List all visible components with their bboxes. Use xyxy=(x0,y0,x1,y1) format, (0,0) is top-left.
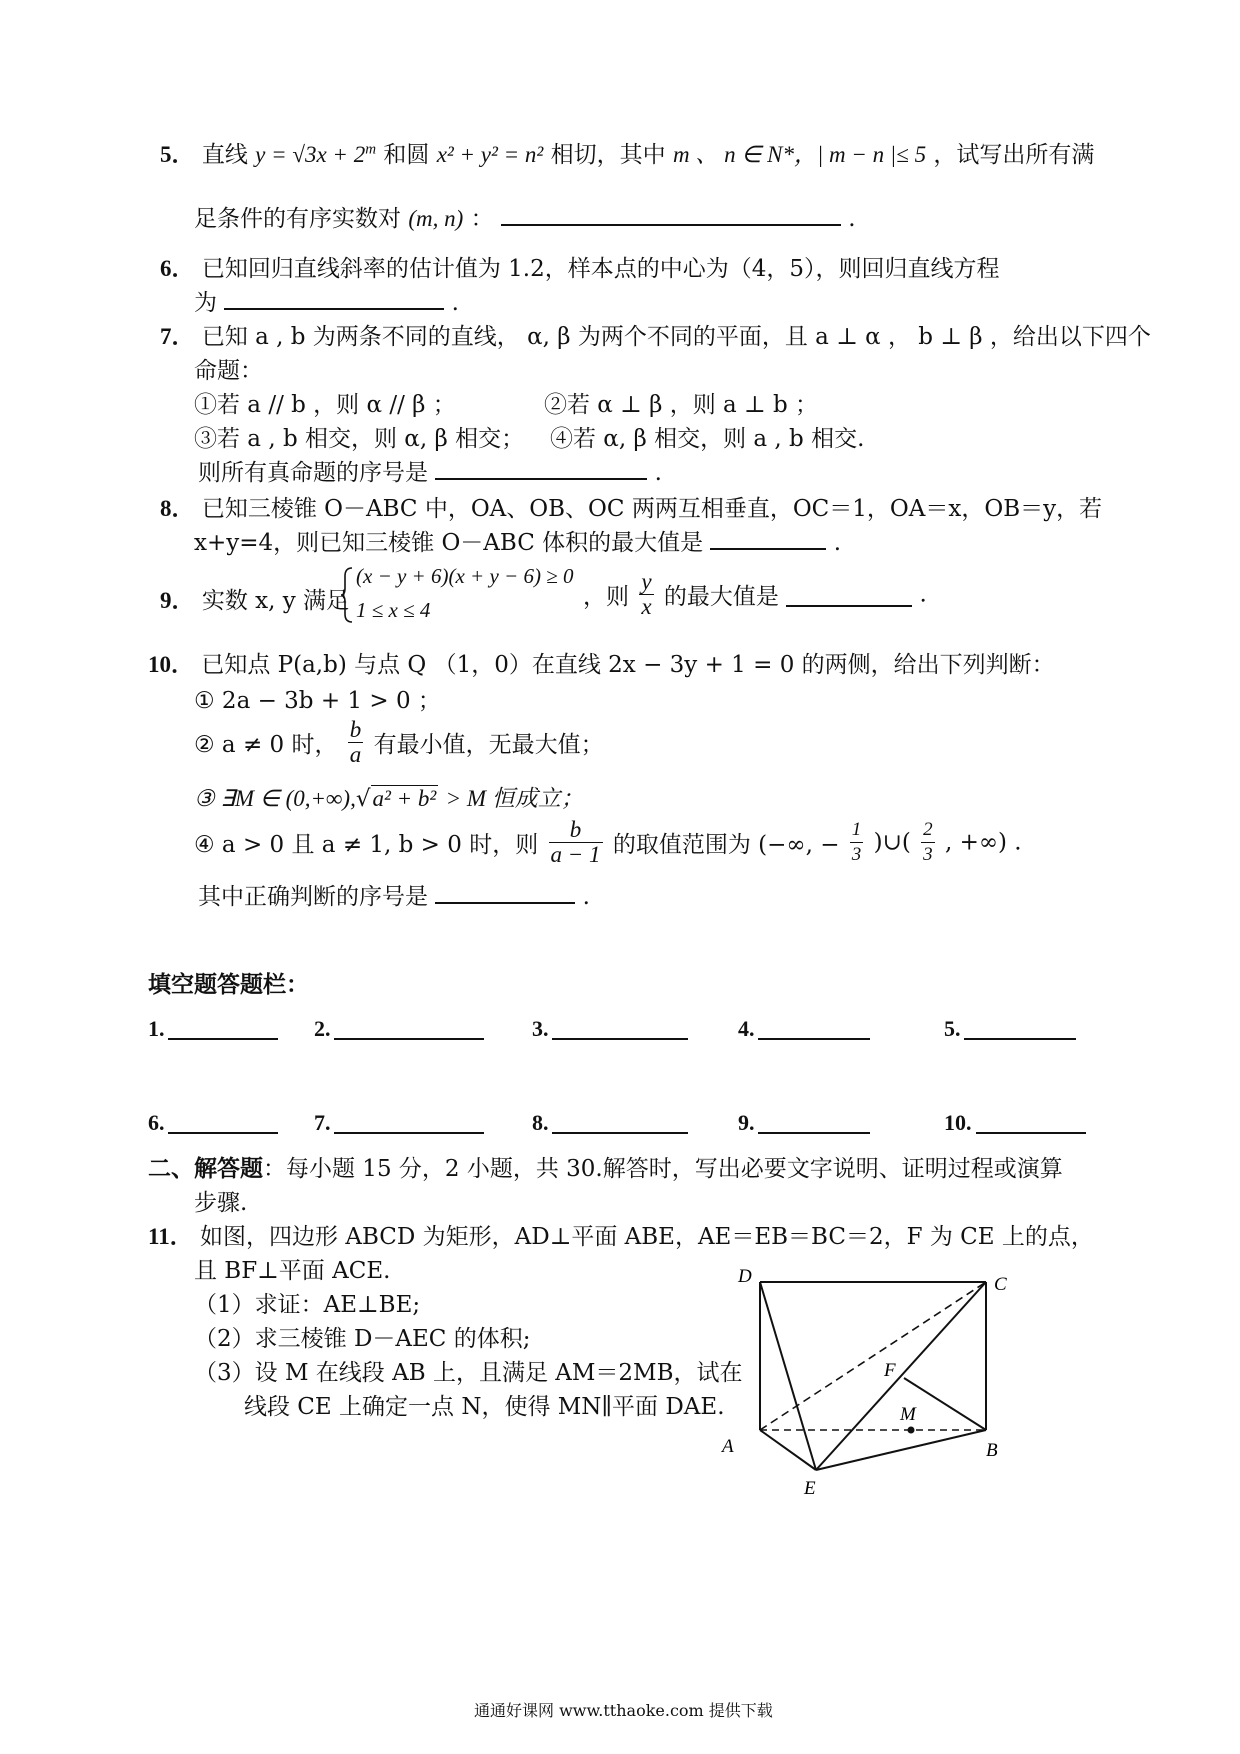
section2-line1: ：每小题 15 分，2 小题，共 30.解答时，写出必要文字说明、证明过程或演算 xyxy=(263,1156,1063,1182)
edge-FB xyxy=(904,1378,986,1430)
label-B: B xyxy=(986,1440,998,1461)
q5-line-equation: y = √3x + 2 xyxy=(255,142,366,167)
q5-answer-blank[interactable] xyxy=(501,202,841,226)
q7-end: . xyxy=(654,460,662,486)
q10-j3-post: > M 恒成立； xyxy=(445,786,584,811)
q10-j2-post: 有最小值，无最大值； xyxy=(373,732,604,758)
q5-text-mid: 和圆 xyxy=(383,142,430,168)
q7-line5 xyxy=(198,454,662,487)
q6-end: . xyxy=(451,290,459,316)
answer-line-7[interactable] xyxy=(334,1118,484,1134)
q5-circle-equation: x² + y² = n² xyxy=(436,142,544,167)
q6-line2 xyxy=(194,284,459,317)
q7-prop2: ②若 α ⊥ β ，则 a ⊥ b ； xyxy=(544,392,819,418)
q10-j4-frac2-top: 2 xyxy=(921,818,935,843)
q10-answer-blank[interactable] xyxy=(435,880,575,904)
q9-end: . xyxy=(919,581,927,608)
q5-colon: ： xyxy=(470,206,494,232)
q9-inequality-2: 1 ≤ x ≤ 4 xyxy=(356,598,431,622)
answer-label-7: 7. xyxy=(314,1110,331,1135)
q9-pre: 实数 x, y 满足 xyxy=(201,588,350,614)
q8 xyxy=(160,490,1102,523)
q6 xyxy=(160,250,999,283)
q11-sub3b: 线段 CE 上确定一点 N，使得 MN∥平面 DAE. xyxy=(244,1394,725,1420)
edge-DE xyxy=(760,1282,816,1470)
section2 xyxy=(148,1150,1063,1183)
label-C: C xyxy=(994,1274,1007,1295)
answer-line-5[interactable] xyxy=(964,1024,1076,1040)
label-F: F xyxy=(884,1360,896,1381)
q9-inequality-1: (x − y + 6)(x + y − 6) ≥ 0 xyxy=(356,564,574,588)
q8-line2-text: x+y=4，则已知三棱锥 O－ABC 体积的最大值是 xyxy=(194,530,704,556)
q10-j4-bottom: a − 1 xyxy=(550,842,601,867)
q11-sub3a: （3）设 M 在线段 AB 上，且满足 AM＝2MB，试在 xyxy=(194,1360,743,1386)
q10-j2-pre: ② a ≠ 0 时， xyxy=(194,732,338,758)
q9-post: 的最大值是 xyxy=(663,584,779,610)
q5-pair: (m, n) xyxy=(408,206,464,231)
q7-number: 7． xyxy=(160,324,195,349)
label-D: D xyxy=(738,1266,752,1287)
q10-j3-pre: ③ ∃M ∈ (0,+∞), xyxy=(194,786,356,811)
q11-sub2: （2）求三棱锥 D－AEC 的体积; xyxy=(194,1326,531,1352)
section2-heading: 二、解答题 xyxy=(148,1155,263,1182)
q5-text-pre: 直线 xyxy=(201,142,248,168)
q9-tail xyxy=(583,570,927,619)
q10-end: . xyxy=(582,884,590,910)
q5-text-tail: ，试写出所有满 xyxy=(933,142,1095,168)
q7-answer-blank[interactable] xyxy=(435,456,647,480)
answer-line-3[interactable] xyxy=(552,1024,688,1040)
q8-answer-blank[interactable] xyxy=(710,526,826,550)
q10-j4-frac1-top: 1 xyxy=(850,818,864,843)
q6-line2-text: 为 xyxy=(194,290,217,316)
geometry-figure xyxy=(700,1260,1030,1510)
label-M: M xyxy=(900,1404,916,1425)
q10-line6 xyxy=(198,878,590,911)
label-A: A xyxy=(722,1436,734,1457)
answer-label-2: 2. xyxy=(314,1016,331,1041)
q8-number: 8． xyxy=(160,496,195,521)
q6-answer-blank[interactable] xyxy=(224,286,444,310)
q10-judgement-4 xyxy=(194,818,1022,867)
answer-line-8[interactable] xyxy=(552,1118,688,1134)
q5-line2 xyxy=(194,200,856,233)
label-E: E xyxy=(804,1478,816,1499)
q10-j4-frac1 xyxy=(850,818,864,867)
answer-label-6: 6. xyxy=(148,1110,165,1135)
answer-line-4[interactable] xyxy=(758,1024,870,1040)
q10-j4-top: b xyxy=(549,818,603,843)
q8-end: . xyxy=(833,530,842,556)
q9 xyxy=(160,582,349,615)
q10-j4-frac2-bottom: 3 xyxy=(923,844,933,865)
q9-answer-blank[interactable] xyxy=(786,583,912,607)
q10-j4-frac2 xyxy=(921,818,935,867)
answer-line-6[interactable] xyxy=(168,1118,278,1134)
q5-text-post: 相切，其中 xyxy=(550,142,666,168)
q5-condition: m 、 n ∈ N*，| m − n |≤ 5 xyxy=(672,142,927,167)
q10-j4-frac1-bottom: 3 xyxy=(851,844,862,865)
answer-sheet-title: 填空题答题栏： xyxy=(148,971,309,998)
q10-line6-text: 其中正确判断的序号是 xyxy=(198,884,428,910)
answer-label-4: 4. xyxy=(738,1016,755,1041)
q10-j4-mid2: )∪( xyxy=(873,829,911,856)
answer-label-10: 10. xyxy=(944,1110,972,1135)
q10-j2-bottom: a xyxy=(349,742,362,767)
q9-mid: ，则 xyxy=(583,584,629,610)
q11-number: 11． xyxy=(148,1224,193,1249)
edge-EB xyxy=(816,1430,986,1470)
q9-frac-top: y xyxy=(641,569,652,594)
q11-line1: 如图，四边形 ABCD 为矩形，AD⊥平面 ABE，AE＝EB＝BC＝2，F 为 CE 上的点， xyxy=(200,1224,1094,1250)
answer-label-9: 9. xyxy=(738,1110,755,1135)
q8-line2 xyxy=(194,524,841,557)
q9-number: 9． xyxy=(160,588,195,613)
q5 xyxy=(160,136,1094,169)
q7-line1: 已知 a , b 为两条不同的直线， α, β 为两个不同的平面，且 a ⊥ α ， b ⊥ β ，给出以下四个 xyxy=(201,324,1151,350)
q10-j4-fraction xyxy=(549,818,603,867)
q10-j4-end: , +∞) . xyxy=(944,829,1022,856)
q9-system-brace xyxy=(340,566,354,624)
q9-frac-bottom: x xyxy=(641,594,652,619)
answer-label-3: 3. xyxy=(532,1016,549,1041)
q10-judgement-2 xyxy=(194,718,604,767)
q10-j4-mid: 的取值范围为 (−∞, − xyxy=(612,832,840,858)
q10-line1: 已知点 P(a,b) 与点 Q （1，0）在直线 2x − 3y + 1 = 0 的两侧，给出下列判断： xyxy=(201,652,1055,678)
q10 xyxy=(148,646,1055,679)
answer-line-2[interactable] xyxy=(334,1024,484,1040)
q7 xyxy=(160,318,1151,351)
footer: 通通好课网 www.tthaoke.com 提供下载 xyxy=(474,1701,773,1720)
point-M xyxy=(908,1427,915,1434)
q9-fraction xyxy=(639,570,653,619)
q5-number: 5． xyxy=(160,142,195,167)
q10-number: 10． xyxy=(148,652,194,677)
q5-exponent: m xyxy=(365,141,377,158)
answer-line-9[interactable] xyxy=(758,1118,870,1134)
q8-line1: 已知三棱锥 O－ABC 中，OA、OB、OC 两两互相垂直，OC＝1，OA＝x，OB＝y，若 xyxy=(201,496,1103,522)
q6-line1: 已知回归直线斜率的估计值为 1.2，样本点的中心为（4，5），则回归直线方程 xyxy=(201,256,1000,282)
q5-end: . xyxy=(848,206,856,232)
q11-sub1: （1）求证：AE⊥BE; xyxy=(194,1292,421,1318)
q10-j2-top: b xyxy=(349,717,362,742)
answer-label-8: 8. xyxy=(532,1110,549,1135)
q7-line5-text: 则所有真命题的序号是 xyxy=(198,460,428,486)
answer-line-10[interactable] xyxy=(976,1118,1086,1134)
q5-line2-text: 足条件的有序实数对 xyxy=(194,206,401,232)
answer-label-5: 5. xyxy=(944,1016,961,1041)
edge-AE xyxy=(760,1430,816,1470)
q7-prop3: ③若 a , b 相交，则 α, β 相交； xyxy=(194,426,525,452)
q7-prop1: ①若 a // b ，则 α // β ； xyxy=(194,392,456,418)
answer-line-1[interactable] xyxy=(168,1024,278,1040)
q11-line2: 且 BF⊥平面 ACE. xyxy=(194,1258,391,1284)
q10-j4-pre: ④ a > 0 且 a ≠ 1, b > 0 时，则 xyxy=(194,832,539,858)
q10-j2-fraction xyxy=(348,718,364,767)
answer-label-1: 1. xyxy=(148,1016,165,1041)
q10-judgement-3: ③ ∃M ∈ (0,+∞),√a² + b² > M 恒成立； xyxy=(194,786,584,812)
section2-line2: 步骤. xyxy=(194,1190,248,1216)
q7-prop4: ④若 α, β 相交，则 a , b 相交. xyxy=(550,426,865,452)
q6-number: 6． xyxy=(160,256,195,281)
q11 xyxy=(148,1218,1094,1251)
q7-line2: 命题： xyxy=(194,358,263,384)
q10-j3-sqrt: a² + b² xyxy=(372,786,437,811)
q10-judgement-1: ① 2a − 3b + 1 > 0 ； xyxy=(194,688,441,714)
